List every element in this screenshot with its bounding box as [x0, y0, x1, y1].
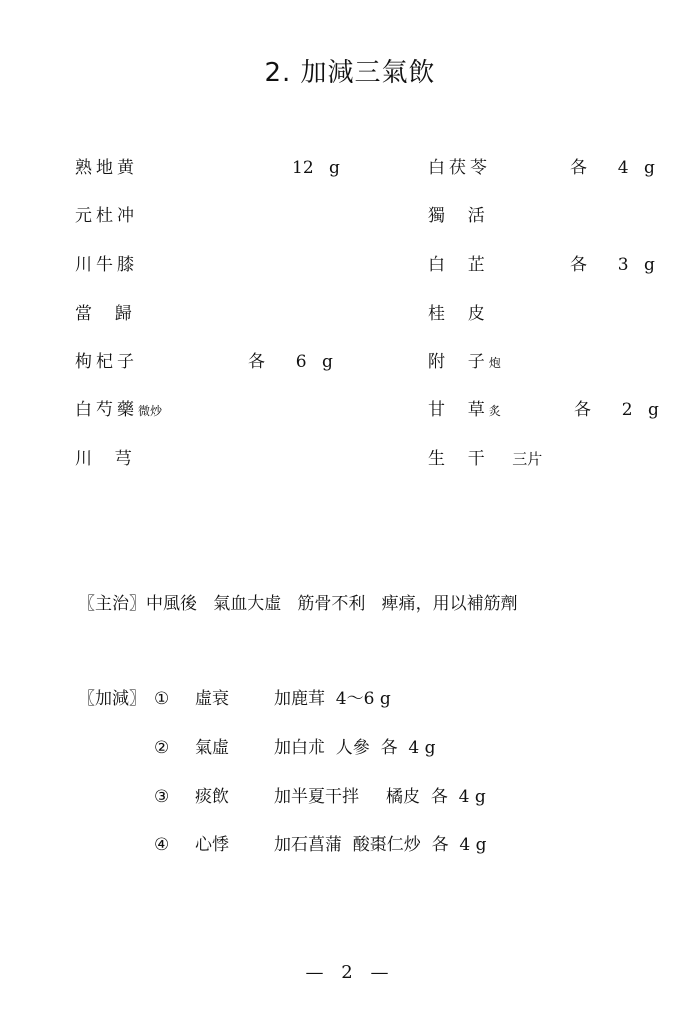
ingredient-item: [75, 205, 138, 227]
ingredient-item: [75, 303, 136, 325]
ingredient-item: [428, 254, 489, 276]
modification-number: ①: [154, 689, 170, 709]
ingredient-name: 熟地黄: [75, 158, 138, 178]
modification-addition: 加鹿茸 4～6 g: [274, 689, 391, 709]
ingredient-name: 生 干: [428, 449, 489, 469]
ingredient-item: [428, 351, 501, 374]
ingredient-quantity: 12 g: [292, 158, 340, 178]
modification-condition: 氣虛: [195, 738, 229, 758]
ingredient-item: [75, 157, 138, 179]
modification-addition: 加白朮 人參 各 4 g: [274, 738, 436, 758]
page-title: 2. 加減三氣飲: [264, 58, 436, 88]
ingredient-quantity: 各 2 g: [574, 400, 659, 420]
modification-condition: 心悸: [195, 835, 229, 855]
ingredient-name: 當 歸: [75, 304, 136, 324]
ingredient-name: 桂 皮: [428, 304, 489, 324]
ingredient-name: 白 芷: [428, 255, 489, 275]
ingredient-name: 白茯苓: [428, 158, 491, 178]
ingredient-quantity: 各 6 g: [248, 352, 333, 372]
modification-row: [78, 688, 678, 710]
ingredient-processing-note: 炙: [488, 404, 501, 418]
ingredient-name: 甘 草: [428, 400, 489, 420]
ingredient-name: 獨 活: [428, 206, 489, 226]
modification-number: ②: [154, 738, 170, 758]
ingredient-name: 附 子: [428, 352, 489, 372]
indications-text: 〖主治〗中風後 氣血大虛 筋骨不利 痺痛，用以補筋劑: [78, 594, 518, 614]
modification-row: [78, 737, 678, 759]
ingredient-item: [75, 351, 138, 373]
modifications-label: 〖加減〗: [78, 689, 146, 709]
modification-row: [78, 834, 678, 856]
ingredient-item: [75, 399, 162, 422]
modification-addition: 加石菖蒲 酸棗仁炒 各 4 g: [274, 835, 487, 855]
ingredient-item: [75, 254, 138, 276]
ingredient-item: [428, 303, 489, 325]
modification-condition: 虛衰: [195, 689, 229, 709]
ingredient-name: 白芍藥: [75, 400, 138, 420]
ingredient-item: [428, 448, 542, 470]
modification-condition: 痰飲: [195, 787, 229, 807]
ingredient-quantity: 各 3 g: [570, 255, 655, 275]
modification-addition: 加半夏干拌 橘皮 各 4 g: [274, 787, 486, 807]
modification-number: ④: [154, 835, 170, 855]
ingredient-name: 川 芎: [75, 449, 136, 469]
ingredient-name: 川牛膝: [75, 255, 138, 275]
ingredient-item: [428, 399, 501, 422]
ingredient-name: 元杜冲: [75, 206, 138, 226]
ingredient-processing-note: 三片: [512, 450, 543, 468]
ingredient-item: [428, 157, 491, 179]
ingredient-name: 枸杞子: [75, 352, 138, 372]
ingredient-item: [75, 448, 136, 470]
ingredient-processing-note: 微炒: [138, 404, 163, 418]
ingredient-processing-note: 炮: [488, 356, 501, 370]
ingredient-quantity: 各 4 g: [570, 158, 655, 178]
modification-row: [78, 786, 678, 808]
modification-number: ③: [154, 787, 170, 807]
page-number: — 2 —: [305, 962, 395, 983]
ingredient-item: [428, 205, 489, 227]
